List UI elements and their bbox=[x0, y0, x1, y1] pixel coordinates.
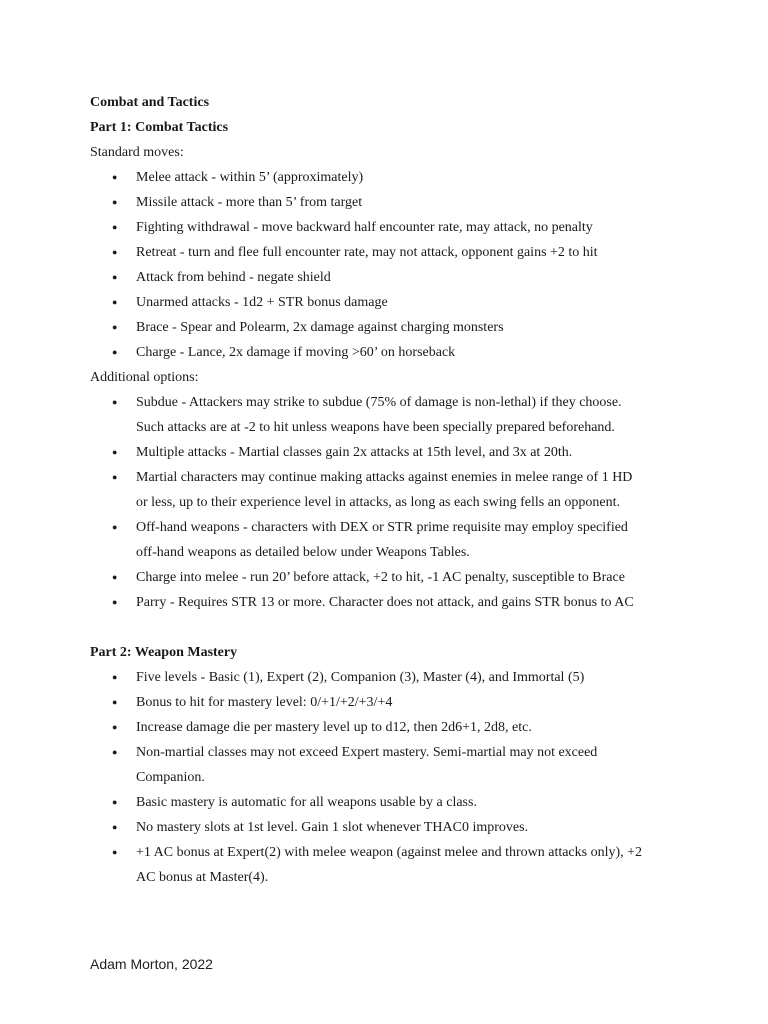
list-item: ● Retreat - turn and flee full encounter rate, may not attack, opponent gains +2 to hit bbox=[90, 240, 690, 265]
document-body bbox=[90, 90, 690, 890]
list-item bbox=[90, 790, 690, 815]
additional-options-list bbox=[90, 390, 690, 615]
list-item bbox=[90, 665, 690, 690]
additional-options-label: Additional options: bbox=[90, 370, 199, 385]
list-item: ● Melee attack - within 5’ (approximately) bbox=[90, 165, 690, 190]
list-item bbox=[90, 690, 690, 715]
list-item: ● Missile attack - more than 5’ from target bbox=[90, 190, 690, 215]
part1-heading: Part 1: Combat Tactics bbox=[90, 120, 229, 135]
list-item-line: Such attacks are at -2 to hit unless weapons have been specially prepared beforehand. bbox=[136, 420, 615, 435]
list-item-line: ● Five levels - Basic (1), Expert (2), Companion (3), Master (4), and Immortal (5) bbox=[136, 670, 585, 685]
list-item-line: ● Subdue - Attackers may strike to subdue (75% of damage is non-lethal) if they choose. bbox=[136, 395, 622, 410]
list-item-line: Companion. bbox=[136, 770, 205, 785]
list-item-line: ● No mastery slots at 1st level. Gain 1 slot whenever THAC0 improves. bbox=[136, 820, 529, 835]
list-item: ● Attack from behind - negate shield bbox=[90, 265, 690, 290]
list-item bbox=[90, 565, 690, 590]
weapon-mastery-list bbox=[90, 665, 690, 890]
footer-author: Adam Morton, 2022 bbox=[90, 956, 213, 972]
list-item: ● Unarmed attacks - 1d2 + STR bonus damage bbox=[90, 290, 690, 315]
list-item-line: ● Multiple attacks - Martial classes gain 2x attacks at 15th level, and 3x at 20th. bbox=[136, 445, 573, 460]
list-item-line: AC bonus at Master(4). bbox=[136, 870, 269, 885]
list-item-line: ● Off-hand weapons - characters with DEX or STR prime requisite may employ specified bbox=[136, 520, 628, 535]
list-item-line: ● Martial characters may continue making attacks against enemies in melee range of 1 HD bbox=[136, 470, 633, 485]
list-item bbox=[90, 740, 690, 790]
list-item-line: ● +1 AC bonus at Expert(2) with melee weapon (against melee and thrown attacks only), +2 bbox=[136, 845, 643, 860]
list-item-line: or less, up to their experience level in attacks, as long as each swing fells an opponent. bbox=[136, 495, 621, 510]
standard-moves-list bbox=[90, 165, 690, 365]
list-item bbox=[90, 590, 690, 615]
section-spacer bbox=[90, 615, 690, 640]
list-item-line: ● Non-martial classes may not exceed Expert mastery. Semi-martial may not exceed bbox=[136, 745, 598, 760]
list-item-line: ● Charge into melee - run 20’ before attack, +2 to hit, -1 AC penalty, susceptible to Brace bbox=[136, 570, 625, 585]
list-item-line: ● Bonus to hit for mastery level: 0/+1/+2/+3/+4 bbox=[136, 695, 393, 710]
list-item: ● Brace - Spear and Polearm, 2x damage against charging monsters bbox=[90, 315, 690, 340]
list-item-line: ● Increase damage die per mastery level up to d12, then 2d6+1, 2d8, etc. bbox=[136, 720, 532, 735]
list-item bbox=[90, 390, 690, 440]
list-item bbox=[90, 465, 690, 515]
list-item bbox=[90, 440, 690, 465]
list-item: ● Fighting withdrawal - move backward half encounter rate, may attack, no penalty bbox=[90, 215, 690, 240]
list-item-line: ● Parry - Requires STR 13 or more. Character does not attack, and gains STR bonus to AC bbox=[136, 595, 634, 610]
list-item: ● Charge - Lance, 2x damage if moving >60’ on horseback bbox=[90, 340, 690, 365]
standard-moves-label: Standard moves: bbox=[90, 145, 184, 160]
document-title: Combat and Tactics bbox=[90, 95, 210, 110]
part2-heading: Part 2: Weapon Mastery bbox=[90, 645, 238, 660]
list-item bbox=[90, 815, 690, 840]
list-item-line: ● Basic mastery is automatic for all weapons usable by a class. bbox=[136, 795, 477, 810]
list-item bbox=[90, 715, 690, 740]
list-item bbox=[90, 840, 690, 890]
list-item bbox=[90, 515, 690, 565]
list-item-line: off-hand weapons as detailed below under Weapons Tables. bbox=[136, 545, 470, 560]
